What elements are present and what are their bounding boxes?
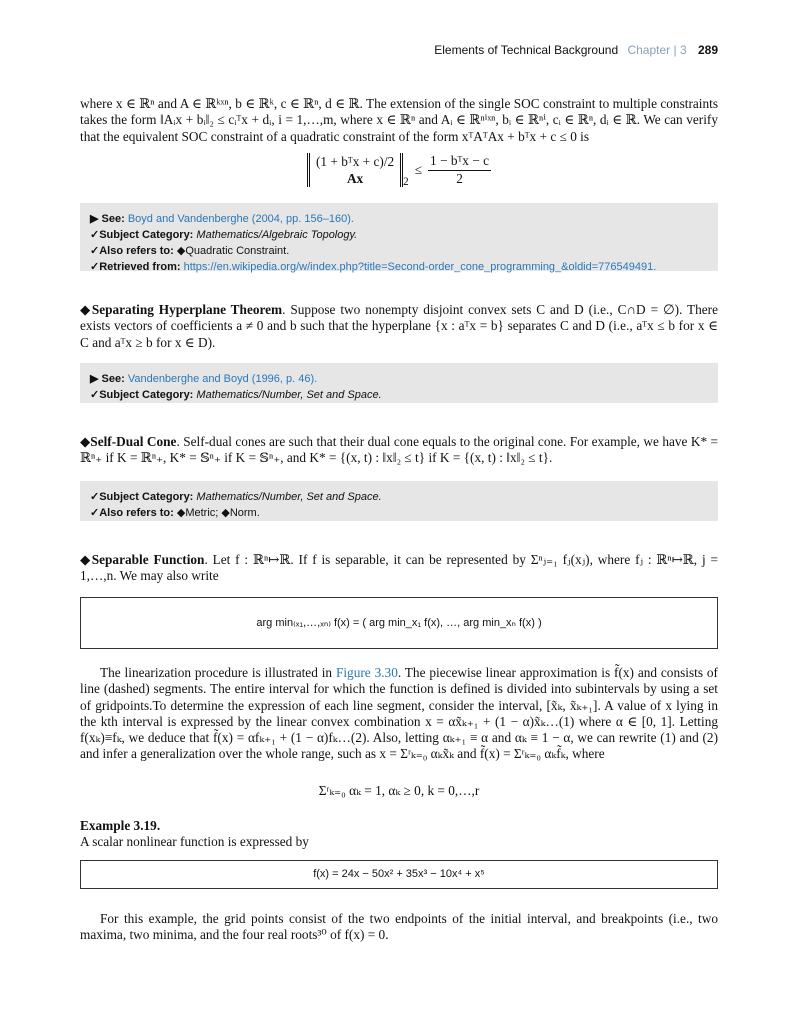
- equation-soc: (1 + bᵀx + c)/2 Ax $_2$ ≤ 1 − bᵀx − c 2: [80, 150, 718, 190]
- also-refers: ◆Metric; ◆Norm.: [176, 507, 260, 519]
- header-title: Elements of Technical Background: [434, 43, 619, 57]
- eq-rhs-num: 1 − bᵀx − c: [428, 153, 491, 170]
- equation-box-polynomial: [80, 860, 718, 889]
- see-link[interactable]: Vandenberghe and Boyd (1996, p. 46).: [127, 373, 318, 385]
- reference-box-hyperplane: [80, 363, 718, 403]
- entry-text: . Suppose two nonempty disjoint convex sets C and D (i.e., C∩D = ∅). There exists vectors of coefficients a ≠ 0 and b such that the hyperplane {x : aᵀx = b} separates C and D (i.e., aᵀx ≤ b for x ∈ C and aᵀx ≥ b for x ∈ D).: [80, 302, 718, 350]
- example-text: A scalar nonlinear function is expressed by: [80, 834, 309, 849]
- retrieved-label: ✓Retrieved from:: [90, 261, 181, 273]
- retrieved-link[interactable]: https://en.wikipedia.org/w/index.php?title=Second-order_cone_programming_&oldid=776549491.: [183, 261, 657, 273]
- equation-polynomial: f(x) = 24x − 50x² + 35x³ − 10x⁴ + x⁵: [313, 868, 485, 881]
- entry-text: . Self-dual cones are such that their dual cone equals to the original cone. For example, we have K* = ℝⁿ₊ if K = ℝⁿ₊, K* = 𝕊ⁿ₊ if K = 𝕊ⁿ₊, and K* = {(x, t) : ‖x‖₂ ≤ t} if K = {(x, t) : ‖x‖₂ ≤ t}.: [80, 434, 718, 466]
- equation-sum: Σʳₖ₌₀ αₖ = 1, αₖ ≥ 0, k = 0,…,r: [318, 783, 480, 798]
- eq-bottom: Ax: [346, 171, 364, 187]
- entry-separable-function: [80, 552, 718, 585]
- example-title: Example 3.19.: [80, 818, 161, 833]
- paragraph-soc: where x ∈ ℝⁿ and A ∈ ℝᵏˣⁿ, b ∈ ℝᵏ, c ∈ ℝⁿ, d ∈ ℝ. The extension of the single SOC constraint to multiple constraints takes the form ‖Aᵢx + bᵢ‖₂ ≤ cᵢᵀx + dᵢ, i = 1,…,m, where x ∈ ℝⁿ and Aᵢ ∈ ℝⁿⁱˣⁿ, bᵢ ∈ ℝⁿⁱ, cᵢ ∈ ℝⁿ, dᵢ ∈ ℝ. We can verify that the equivalent SOC constraint of a quadratic constraint of the form xᵀAᵀAx + bᵀx + c ≤ 0 is: [80, 96, 718, 144]
- entry-term: ◆Separable Function: [80, 552, 205, 567]
- header-chapter: Chapter | 3: [627, 43, 687, 57]
- subject-label: ✓Subject Category:: [90, 491, 194, 503]
- running-header: [434, 42, 718, 58]
- reference-box-self-dual: [80, 481, 718, 521]
- entry-separating-hyperplane: [80, 302, 718, 351]
- subject-label: ✓Subject Category:: [90, 229, 194, 241]
- subject-category: Mathematics/Number, Set and Space.: [196, 389, 382, 401]
- entry-self-dual-cone: [80, 434, 718, 467]
- eq-norm-sub: 2: [403, 176, 409, 188]
- entry-term: ◆Self-Dual Cone: [80, 434, 177, 449]
- see-label: ▶ See:: [90, 213, 125, 225]
- see-label: ▶ See:: [90, 373, 125, 385]
- also-label: ✓Also refers to:: [90, 507, 174, 519]
- eq-rhs-den: 2: [456, 170, 463, 186]
- also-label: ✓Also refers to:: [90, 245, 174, 257]
- paragraph-linearization: [80, 665, 718, 763]
- subject-category: Mathematics/Algebraic Topology.: [196, 229, 358, 241]
- text: The linearization procedure is illustrated in: [100, 665, 336, 680]
- paragraph-grid-points: For this example, the grid points consist of the two endpoints of the initial interval, and breakpoints (i.e., two maxima, two minima, and the four real roots³⁰ of f(x) = 0.: [80, 911, 718, 943]
- equation-argmin: arg min₍ₓ₁,…,ₓₙ₎ f(x) = ( arg min_x₁ f(x), …, arg min_xₙ f(x) ): [256, 616, 542, 629]
- figure-link[interactable]: Figure 3.30: [335, 665, 398, 680]
- entry-term: ◆Separating Hyperplane Theorem: [80, 302, 283, 317]
- see-link[interactable]: Boyd and Vandenberghe (2004, pp. 156–160).: [127, 213, 354, 225]
- entry-text: . Let f : ℝⁿ↦ℝ. If f is separable, it can be represented by Σⁿⱼ₌₁ fⱼ(xⱼ), where fⱼ : ℝⁿ↦ℝ, j = 1,…,n. We may also write: [80, 552, 718, 584]
- eq-top: (1 + bᵀx + c)/2: [316, 154, 395, 170]
- equation-box-argmin: [80, 597, 718, 649]
- page-number: 289: [697, 43, 718, 57]
- also-refers: ◆Quadratic Constraint.: [176, 245, 290, 257]
- subject-label: ✓Subject Category:: [90, 389, 194, 401]
- subject-category: Mathematics/Number, Set and Space.: [196, 491, 382, 503]
- reference-box-soc: [80, 203, 718, 271]
- text: . The piecewise linear approximation is f̃(x) and consists of line (dashed) segments. The entire interval for which the function is defined is divided into subintervals by using a set of gridpoints.To determine the expression of each line segment, consider the interval, [x̃ₖ, x̃ₖ₊₁]. A value of x lying in the kth interval is expressed by the linear convex combination x = αx̃ₖ₊₁ + (1 − α)x̃ₖ…(1) where α ∈ [0, 1]. Letting f(xₖ)≡fₖ, we deduce that f̃(x) = αfₖ₊₁ + (1 − α)fₖ…(2). Also, letting αₖ₊₁ ≡ α and αₖ ≡ 1 − α, we can rewrite (1) and (2) and infer a generalization over the whole range, such as x = Σʳₖ₌₀ αₖx̃ₖ and f̃(x) = Σʳₖ₌₀ αₖf̃ₖ, where: [80, 665, 718, 762]
